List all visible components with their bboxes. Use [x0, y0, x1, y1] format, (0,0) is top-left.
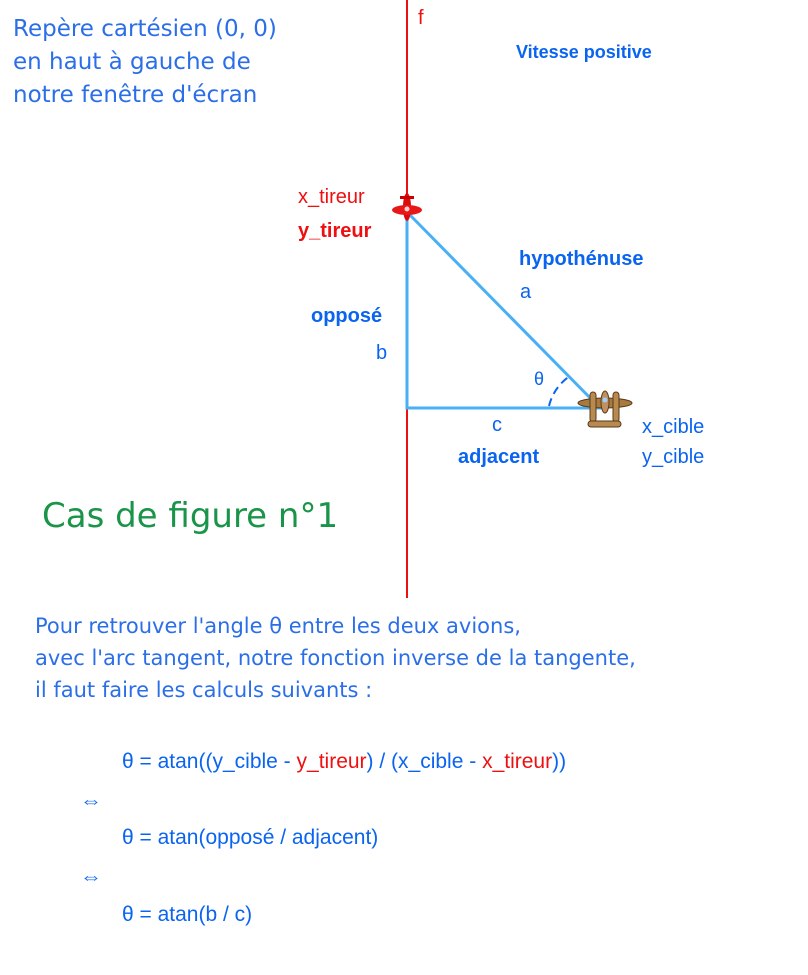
intro-line: Repère cartésien (0, 0) [13, 16, 277, 42]
shooter-y-label: y_tireur [298, 220, 372, 242]
angle-label: θ [534, 369, 545, 389]
explanation-text [35, 610, 636, 706]
eq-part: ) / (x_cible - [366, 750, 483, 773]
equivalence-arrow-icon: ⇔ [80, 788, 102, 813]
hypotenuse-letter: a [520, 281, 532, 303]
explanation-line: avec l'arc tangent, notre fonction inverse de la tangente, [35, 646, 636, 670]
equivalence-arrow-icon: ⇔ [80, 864, 102, 889]
opposite-letter: b [376, 342, 388, 364]
adjacent-letter: c [492, 414, 502, 436]
hypotenuse-label: hypothénuse [519, 248, 644, 270]
angle-arc [549, 376, 570, 406]
speed-label: Vitesse positive [516, 42, 652, 62]
intro-line: notre fenêtre d'écran [13, 82, 258, 108]
right-triangle [407, 212, 600, 408]
equation-2: θ = atan(opposé / adjacent) [122, 826, 379, 849]
opposite-label: opposé [311, 305, 383, 327]
target-y-label: y_cible [642, 446, 705, 468]
eq-part-shooter-y: y_tireur [296, 750, 367, 773]
intro-line: en haut à gauche de [13, 49, 251, 75]
intro-text [13, 13, 277, 112]
shooter-plane-icon [392, 193, 422, 221]
axis-label: f [418, 7, 424, 29]
eq-part: θ = atan((y_cible - [122, 750, 297, 773]
equation-3: θ = atan(b / c) [122, 903, 253, 926]
equation-1 [122, 750, 566, 774]
adjacent-label: adjacent [458, 446, 540, 468]
shooter-x-label: x_tireur [298, 186, 365, 208]
target-x-label: x_cible [642, 416, 705, 438]
eq-part-shooter-x: x_tireur [482, 750, 553, 773]
case-title: Cas de figure n°1 [42, 496, 339, 536]
explanation-line: Pour retrouver l'angle θ entre les deux avions, [35, 614, 521, 638]
eq-part: )) [552, 750, 567, 773]
explanation-line: il faut faire les calculs suivants : [35, 678, 373, 702]
